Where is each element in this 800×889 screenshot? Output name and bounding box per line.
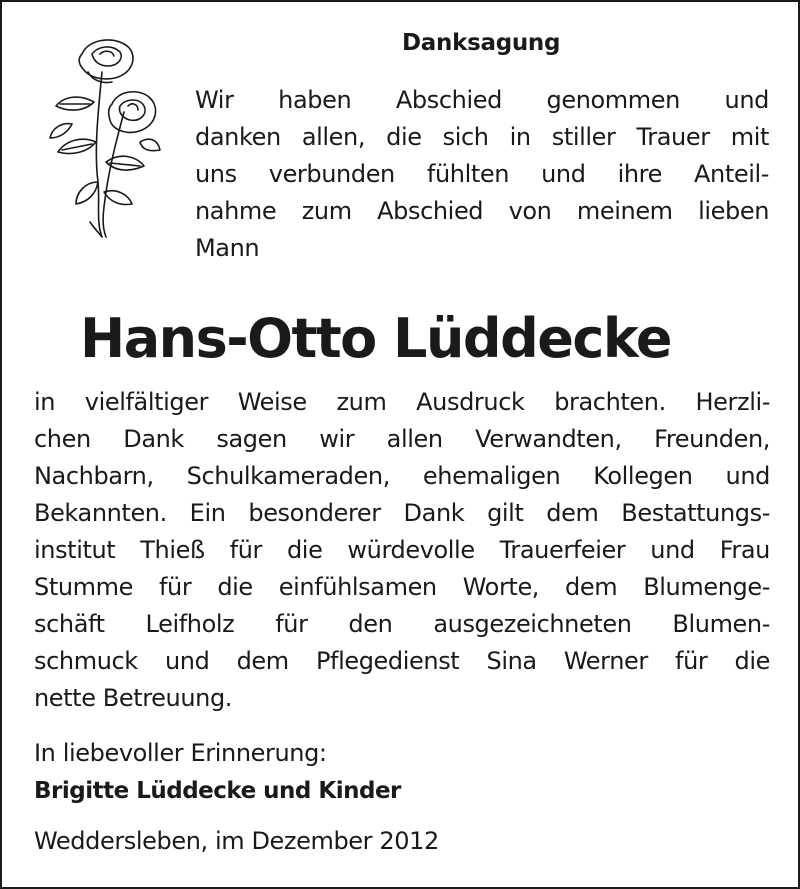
body-line: Nachbarn, Schulkameraden, ehemaligen Kollegen und (34, 462, 770, 490)
body-paragraph (34, 384, 770, 717)
intro-paragraph (195, 82, 769, 267)
body-line: schäft Leifholz für den ausgezeichneten Blumen- (34, 610, 770, 638)
notice-title: Danksagung (402, 30, 561, 56)
body-line: Stumme für die einfühlsamen Worte, dem Blumenge- (34, 573, 770, 601)
intro-line: danken allen, die sich in stiller Trauer mit (195, 123, 769, 151)
body-line: nette Betreuung. (34, 684, 233, 712)
deceased-name: Hans-Otto Lüddecke (80, 307, 671, 370)
closing-phrase: In liebevoller Erinnerung: (34, 739, 327, 767)
place-date: Weddersleben, im Dezember 2012 (34, 827, 439, 855)
intro-line: Mann (195, 234, 260, 262)
body-line: in vielfältiger Weise zum Ausdruck brachten. Herzli- (34, 388, 770, 416)
body-line: schmuck und dem Pflegedienst Sina Werner für die (34, 647, 770, 675)
rose-icon (32, 32, 162, 242)
body-line: chen Dank sagen wir allen Verwandten, Freunden, (34, 425, 770, 453)
intro-line: nahme zum Abschied von meinem lieben (195, 197, 769, 225)
body-line: Bekannten. Ein besonderer Dank gilt dem Bestattungs- (34, 499, 770, 527)
body-line: institut Thieß für die würdevolle Trauerfeier und Frau (34, 536, 770, 564)
intro-line: uns verbunden fühlten und ihre Anteil- (195, 160, 769, 188)
signature: Brigitte Lüddecke und Kinder (34, 778, 401, 804)
intro-line: Wir haben Abschied genommen und (195, 86, 769, 114)
